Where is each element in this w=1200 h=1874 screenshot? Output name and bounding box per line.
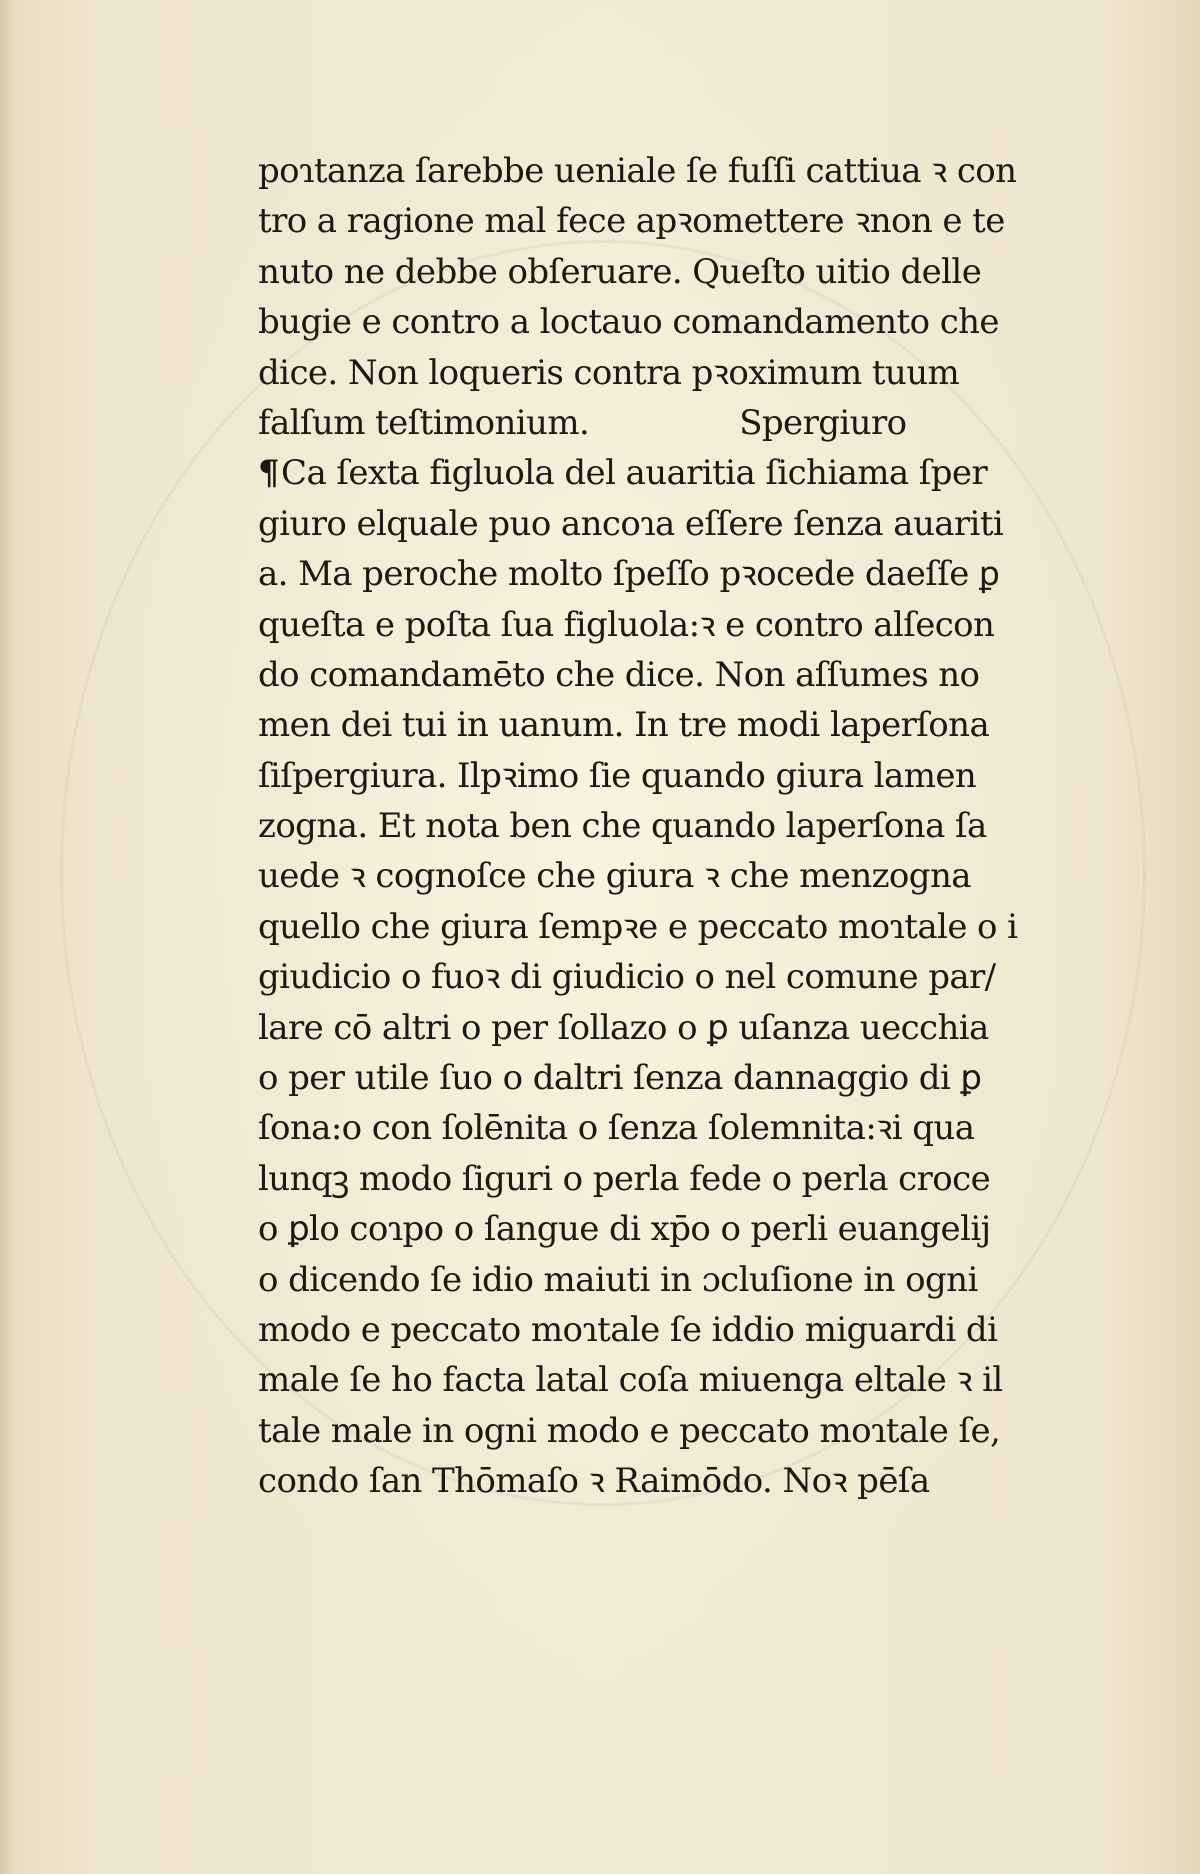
text-line: tale male in ogni modo e peccato moɿtale ſe,: [258, 1410, 1001, 1451]
text-line-content: Ca ſexta figluola del auaritia ſichiama ſper: [281, 453, 988, 494]
text-line: ſona:o con ſolēnita o ſenza ſolemnita:ꝛi qua: [258, 1108, 975, 1149]
text-line: lare cō altri o per ſollazo o ꝑ uſanza uecchia: [258, 1007, 989, 1048]
text-line: men dei tui in uanum. In tre modi laperſona: [258, 705, 990, 746]
text-line: lunqꝫ modo ſiguri o perla fede o perla croce: [258, 1158, 991, 1199]
text-line: do comandamēto che dice. Non aſſumes no: [258, 654, 980, 695]
text-line: o dicendo ſe idio maiuti in ɔcluſione in ogni: [258, 1259, 978, 1300]
text-line: uede ꝛ cognoſce che giura ꝛ che menzogna: [258, 856, 971, 897]
text-line: [258, 448, 1078, 498]
text-line: tro a ragione mal fece apꝛomettere ꝛnon e te: [258, 201, 1005, 242]
text-line: ſiſpergiura. Ilpꝛimo ſie quando giura lamen: [258, 755, 977, 796]
text-line: o ꝑlo coɿpo o ſangue di xp̄o o perli euangelij: [258, 1209, 991, 1250]
text-line: male ſe ho facta latal coſa miuenga eltale ꝛ il: [258, 1360, 1003, 1401]
text-block: [258, 146, 1078, 1507]
rubric-heading: Spergiuro: [739, 402, 907, 443]
text-line: poɿtanza ſarebbe ueniale ſe fuſſi cattiua ꝛ con: [258, 151, 1017, 191]
text-line: giudicio o fuoꝛ di giudicio o nel comune par/: [258, 957, 996, 998]
text-line: queſta e poſta ſua figluola:ꝛ e contro alſecon: [258, 604, 995, 645]
paragraph-mark-icon: ¶: [258, 453, 280, 494]
text-line-with-rubric: [258, 398, 1078, 448]
text-line: o per utile ſuo o daltri ſenza dannaggio di ꝑ: [258, 1058, 982, 1099]
text-line: falſum teſtimonium.: [258, 402, 590, 443]
text-line: a. Ma peroche molto ſpeſſo pꝛocede daeſſe ꝑ: [258, 554, 1000, 595]
text-line: dice. Non loqueris contra pꝛoximum tuum: [258, 352, 960, 393]
text-line: modo e peccato moɿtale ſe iddio miguardi di: [258, 1309, 998, 1350]
text-line: nuto ne debbe obſeruare. Queſto uitio delle: [258, 251, 982, 292]
text-line: zogna. Et nota ben che quando laperſona ſa: [258, 806, 987, 847]
text-line: bugie e contro a loctauo comandamento che: [258, 302, 999, 343]
text-line: condo ſan Thōmaſo ꝛ Raimōdo. Noꝛ pēſa: [258, 1461, 930, 1502]
text-line: giuro elquale puo ancoɿa eſſere ſenza auariti: [258, 503, 1004, 544]
text-line: quello che giura ſempꝛe e peccato moɿtale o i: [258, 906, 1018, 947]
page-edge-shadow: [0, 0, 14, 1874]
